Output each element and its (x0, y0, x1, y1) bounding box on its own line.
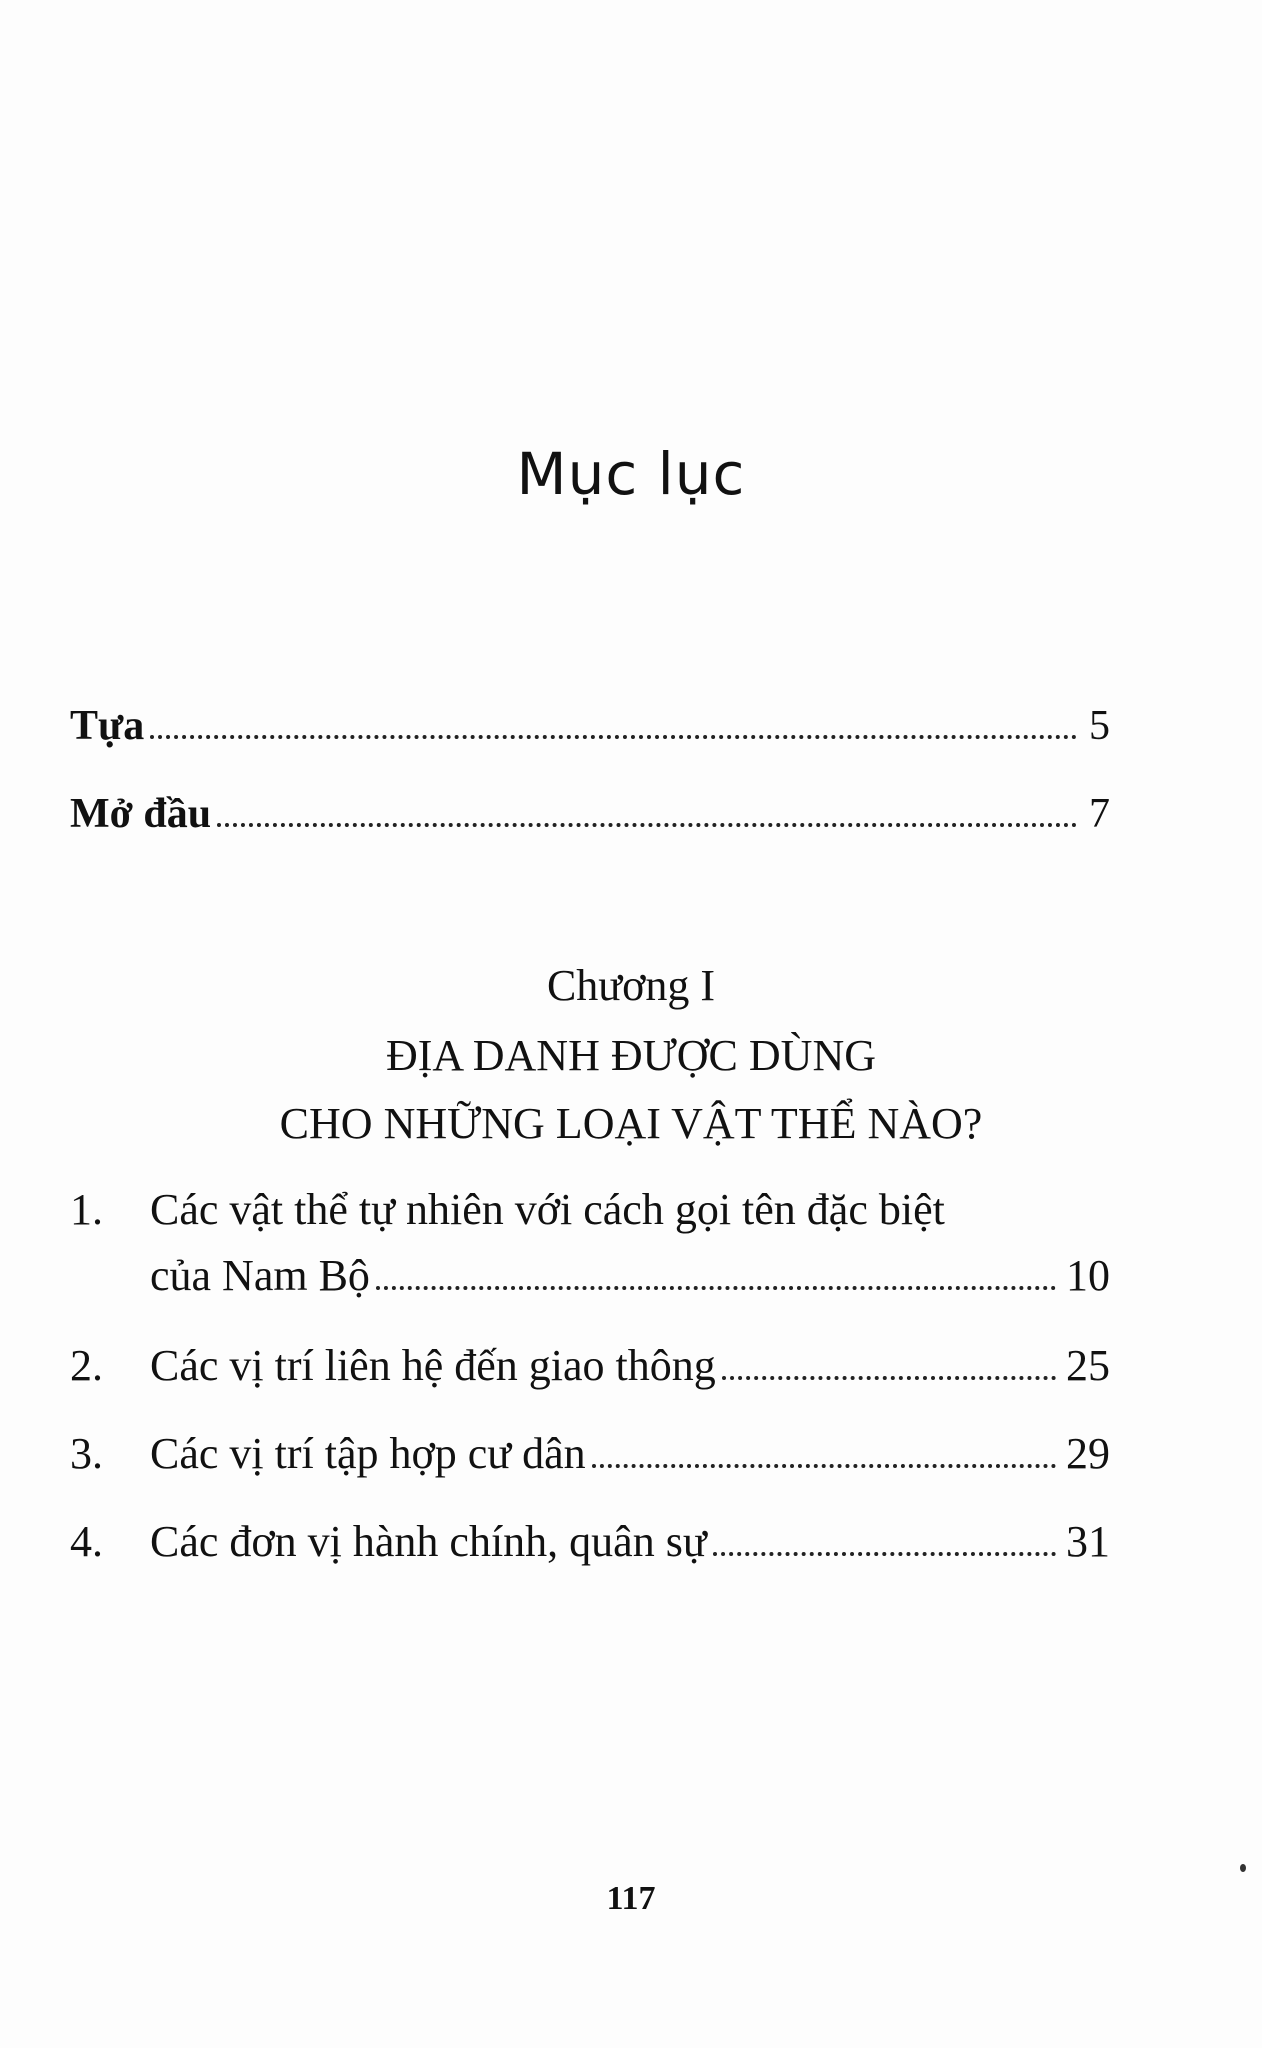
toc-item-number: 1. (70, 1185, 103, 1234)
dot-leader (217, 823, 1077, 827)
toc-item-3 (70, 1424, 1110, 1484)
page-number: 117 (606, 1880, 656, 1917)
toc-item-text: Các vị trí tập hợp cư dân (150, 1429, 586, 1478)
chapter-heading-line1: ĐỊA DANH ĐƯỢC DÙNG (385, 1031, 876, 1080)
toc-item-page: 10 (1066, 1251, 1110, 1300)
toc-item-1 (70, 1180, 1110, 1310)
ink-speck (1240, 1864, 1246, 1872)
toc-item-text-cont: của Nam Bộ (150, 1251, 370, 1300)
toc-item-page: 25 (1066, 1341, 1110, 1390)
toc-item-number: 3. (70, 1429, 103, 1478)
toc-item-number: 4. (70, 1517, 103, 1566)
page-title: Mục lục (516, 440, 746, 508)
toc-item-page: 29 (1066, 1429, 1110, 1478)
dot-leader (713, 1552, 1056, 1556)
dot-leader (592, 1464, 1056, 1468)
toc-entry-label: Tựa (70, 703, 145, 749)
chapter-heading-line2: CHO NHỮNG LOẠI VẬT THỂ NÀO? (279, 1099, 983, 1148)
dot-leader (722, 1376, 1056, 1380)
dot-leader (376, 1286, 1056, 1290)
toc-item-4 (70, 1512, 1110, 1572)
toc-entry-label: Mở đầu (70, 791, 212, 837)
chapter-label: Chương I (546, 961, 716, 1010)
toc-item-number: 2. (70, 1341, 103, 1390)
toc-item-text: Các vật thể tự nhiên với cách gọi tên đặc biệt (150, 1185, 945, 1234)
toc-item-text: Các đơn vị hành chính, quân sự (150, 1517, 707, 1566)
toc-item-text: Các vị trí liên hệ đến giao thông (150, 1341, 716, 1390)
dot-leader (150, 735, 1077, 739)
toc-item-page: 31 (1066, 1517, 1110, 1566)
toc-entry-page: 5 (1089, 703, 1110, 749)
toc-entry-mo-dau (70, 788, 1110, 840)
toc-entry-page: 7 (1089, 791, 1110, 837)
toc-item-2 (70, 1336, 1110, 1396)
toc-entry-tua (70, 700, 1110, 752)
